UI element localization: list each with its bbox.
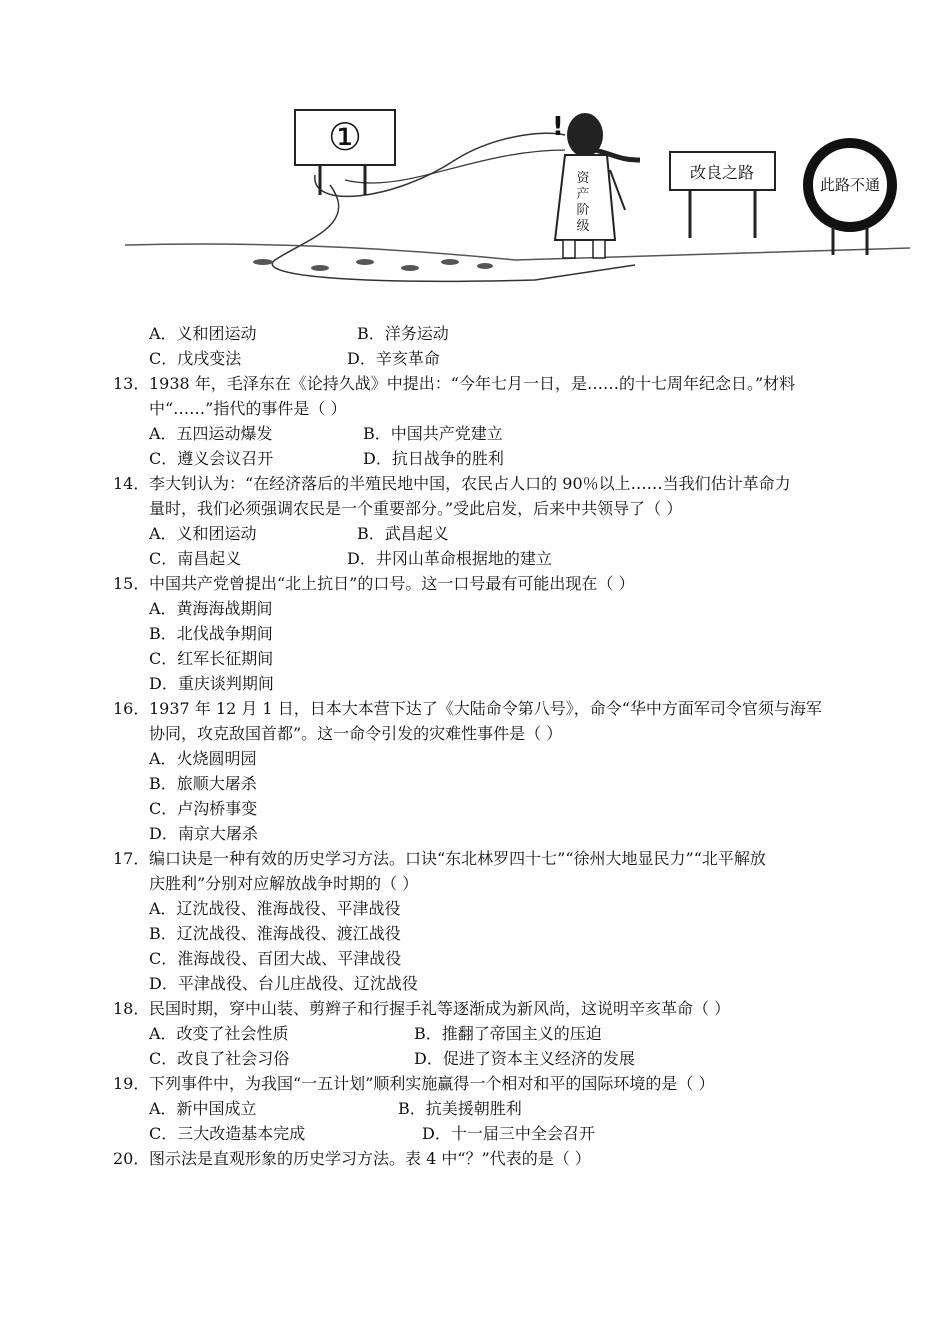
q15-option-c: C．红军长征期间 [149, 649, 274, 668]
q14-option-b: B．武昌起义 [357, 524, 449, 543]
q14-number: 14． [113, 474, 150, 493]
q17-stem-line1: 编口诀是一种有效的历史学习方法。口诀“东北林罗四十七”“徐州大地显民力”“北平解放 [149, 849, 766, 868]
road-blocked-sign [808, 143, 892, 255]
q19-option-a: A．新中国成立 [149, 1099, 257, 1118]
q16-option-a: A．火烧圆明园 [149, 749, 257, 768]
q19-stem-line1: 下列事件中，为我国“一五计划”顺利实施赢得一个相对和平的国际环境的是（ ） [149, 1074, 715, 1093]
q14-option-c: C．南昌起义 [149, 549, 242, 568]
q18-option-c: C．改良了社会习俗 [149, 1049, 290, 1068]
q15-option-a: A．黄海海战期间 [149, 599, 273, 618]
q20-number: 20． [113, 1149, 150, 1168]
q13-option-b: B．中国共产党建立 [363, 424, 503, 443]
q17-option-c: C．淮海战役、百团大战、平津战役 [149, 949, 402, 968]
svg-text:此路不通: 此路不通 [819, 176, 881, 194]
q14-option-a: A．义和团运动 [149, 524, 257, 543]
q15-option-d: D．重庆谈判期间 [149, 674, 274, 693]
q17-option-d: D．平津战役、台儿庄战役、辽沈战役 [149, 974, 418, 993]
svg-text:改良之路: 改良之路 [689, 163, 755, 182]
svg-text:!: ! [552, 112, 564, 142]
cartoon-illustration [115, 90, 915, 305]
bourgeoisie-figure [552, 112, 640, 258]
q19-option-c: C．三大改造基本完成 [149, 1124, 306, 1143]
q19-number: 19． [113, 1074, 150, 1093]
q14-stem-line1: 李大钊认为：“在经济落后的半殖民地中国，农民占人口的 90％以上……当我们估计革命力 [149, 474, 791, 493]
q12-option-b: B．洋务运动 [357, 324, 449, 343]
q18-number: 18． [113, 999, 150, 1018]
q12-option-c: C．戊戌变法 [149, 349, 242, 368]
q16-stem-line1: 1937 年 12 月 1 日，日本大本营下达了《大陆命令第八号》，命令“华中方面军司令官须与海军 [149, 699, 822, 718]
sign-number: ① [327, 115, 363, 159]
q13-option-d: D．抗日战争的胜利 [363, 449, 504, 468]
q19-option-d: D．十一届三中全会召开 [422, 1124, 595, 1143]
svg-text:级: 级 [576, 219, 590, 234]
q19-option-b: B．抗美援朝胜利 [398, 1099, 522, 1118]
q16-option-b: B．旅顺大屠杀 [149, 774, 257, 793]
svg-text:阶: 阶 [576, 203, 590, 218]
reform-road-sign [670, 152, 775, 238]
q18-option-d: D．促进了资本主义经济的发展 [414, 1049, 635, 1068]
q18-option-b: B．推翻了帝国主义的压迫 [414, 1024, 602, 1043]
q13-stem-line2: 中“……”指代的事件是（ ） [149, 399, 347, 418]
q17-option-b: B．辽沈战役、淮海战役、渡江战役 [149, 924, 401, 943]
q16-option-c: C．卢沟桥事变 [149, 799, 258, 818]
q14-option-d: D．井冈山革命根据地的建立 [347, 549, 552, 568]
q14-stem-line2: 量时，我们必须强调农民是一个重要部分。”受此启发，后来中共领导了（ ） [149, 499, 683, 518]
q17-stem-line2: 庆胜利”分别对应解放战争时期的（ ） [149, 874, 419, 893]
q13-option-a: A．五四运动爆发 [149, 424, 273, 443]
q17-option-a: A．辽沈战役、淮海战役、平津战役 [149, 899, 401, 918]
q16-stem-line2: 协同，攻克敌国首都”。这一命令引发的灾难性事件是（ ） [149, 724, 563, 743]
q16-number: 16． [113, 699, 150, 718]
q20-stem-line1: 图示法是直观形象的历史学习方法。表 4 中“？”代表的是（ ） [149, 1149, 591, 1168]
svg-text:资: 资 [576, 171, 590, 186]
q17-number: 17． [113, 849, 150, 868]
q12-option-a: A．义和团运动 [149, 324, 257, 343]
q13-number: 13． [113, 374, 150, 393]
q13-option-c: C．遵义会议召开 [149, 449, 274, 468]
q16-option-d: D．南京大屠杀 [149, 824, 258, 843]
q15-number: 15． [113, 574, 150, 593]
q18-stem-line1: 民国时期，穿中山装、剪辫子和行握手礼等逐渐成为新风尚，这说明辛亥革命（ ） [149, 999, 731, 1018]
q18-option-a: A．改变了社会性质 [149, 1024, 289, 1043]
q13-stem-line1: 1938 年，毛泽东在《论持久战》中提出：“今年七月一日，是……的十七周年纪念日。”材料 [149, 374, 796, 393]
q15-option-b: B．北伐战争期间 [149, 624, 273, 643]
q12-option-d: D．辛亥革命 [347, 349, 440, 368]
svg-text:产: 产 [576, 187, 590, 202]
q15-stem-line1: 中国共产党曾提出“北上抗日”的口号。这一口号最有可能出现在（ ） [149, 574, 635, 593]
